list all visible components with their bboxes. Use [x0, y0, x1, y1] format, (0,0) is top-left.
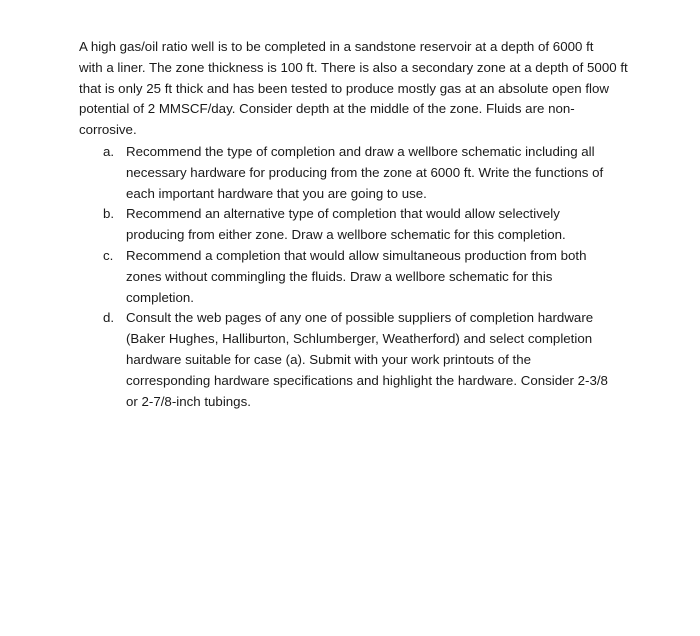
task-line: (Baker Hughes, Halliburton, Schlumberger, Weatherford) and select completion [126, 331, 593, 347]
task-item-d [103, 308, 643, 412]
task-item-b [103, 204, 643, 246]
task-list [103, 142, 643, 412]
task-line: completion. [126, 289, 194, 305]
list-marker: c. [103, 247, 114, 263]
task-line: each important hardware that you are going to use. [126, 185, 427, 201]
task-line: Recommend a completion that would allow simultaneous production from both [126, 247, 587, 263]
intro-line: corrosive. [79, 122, 137, 138]
task-line: hardware suitable for case (a). Submit with your work printouts of the [126, 351, 531, 367]
task-line: zones without commingling the fluids. Draw a wellbore schematic for this [126, 268, 553, 284]
task-line: Recommend the type of completion and draw a wellbore schematic including all [126, 144, 595, 159]
task-line: corresponding hardware specifications and highlight the hardware. Consider 2-3/8 [126, 372, 608, 388]
problem-statement [79, 37, 659, 141]
task-line: Consult the web pages of any one of possible suppliers of completion hardware [126, 310, 594, 326]
intro-line: potential of 2 MMSCF/day. Consider depth at the middle of the zone. Fluids are non- [79, 101, 575, 117]
intro-line: that is only 25 ft thick and has been tested to produce mostly gas at an absolute open flow [79, 80, 609, 96]
list-marker: d. [103, 310, 115, 326]
list-marker: a. [103, 144, 115, 159]
task-line: or 2-7/8-inch tubings. [126, 393, 251, 409]
task-line: Recommend an alternative type of completion that would allow selectively [126, 206, 560, 222]
intro-line: with a liner. The zone thickness is 100 ft. There is also a secondary zone at a depth of 5000 ft [79, 59, 628, 75]
task-item-a [103, 142, 643, 204]
intro-line: A high gas/oil ratio well is to be completed in a sandstone reservoir at a depth of 6000 ft [79, 39, 594, 54]
list-marker: b. [103, 206, 115, 222]
task-item-c [103, 246, 643, 308]
task-line: producing from either zone. Draw a wellbore schematic for this completion. [126, 227, 566, 243]
task-line: necessary hardware for producing from the zone at 6000 ft. Write the functions of [126, 164, 604, 180]
